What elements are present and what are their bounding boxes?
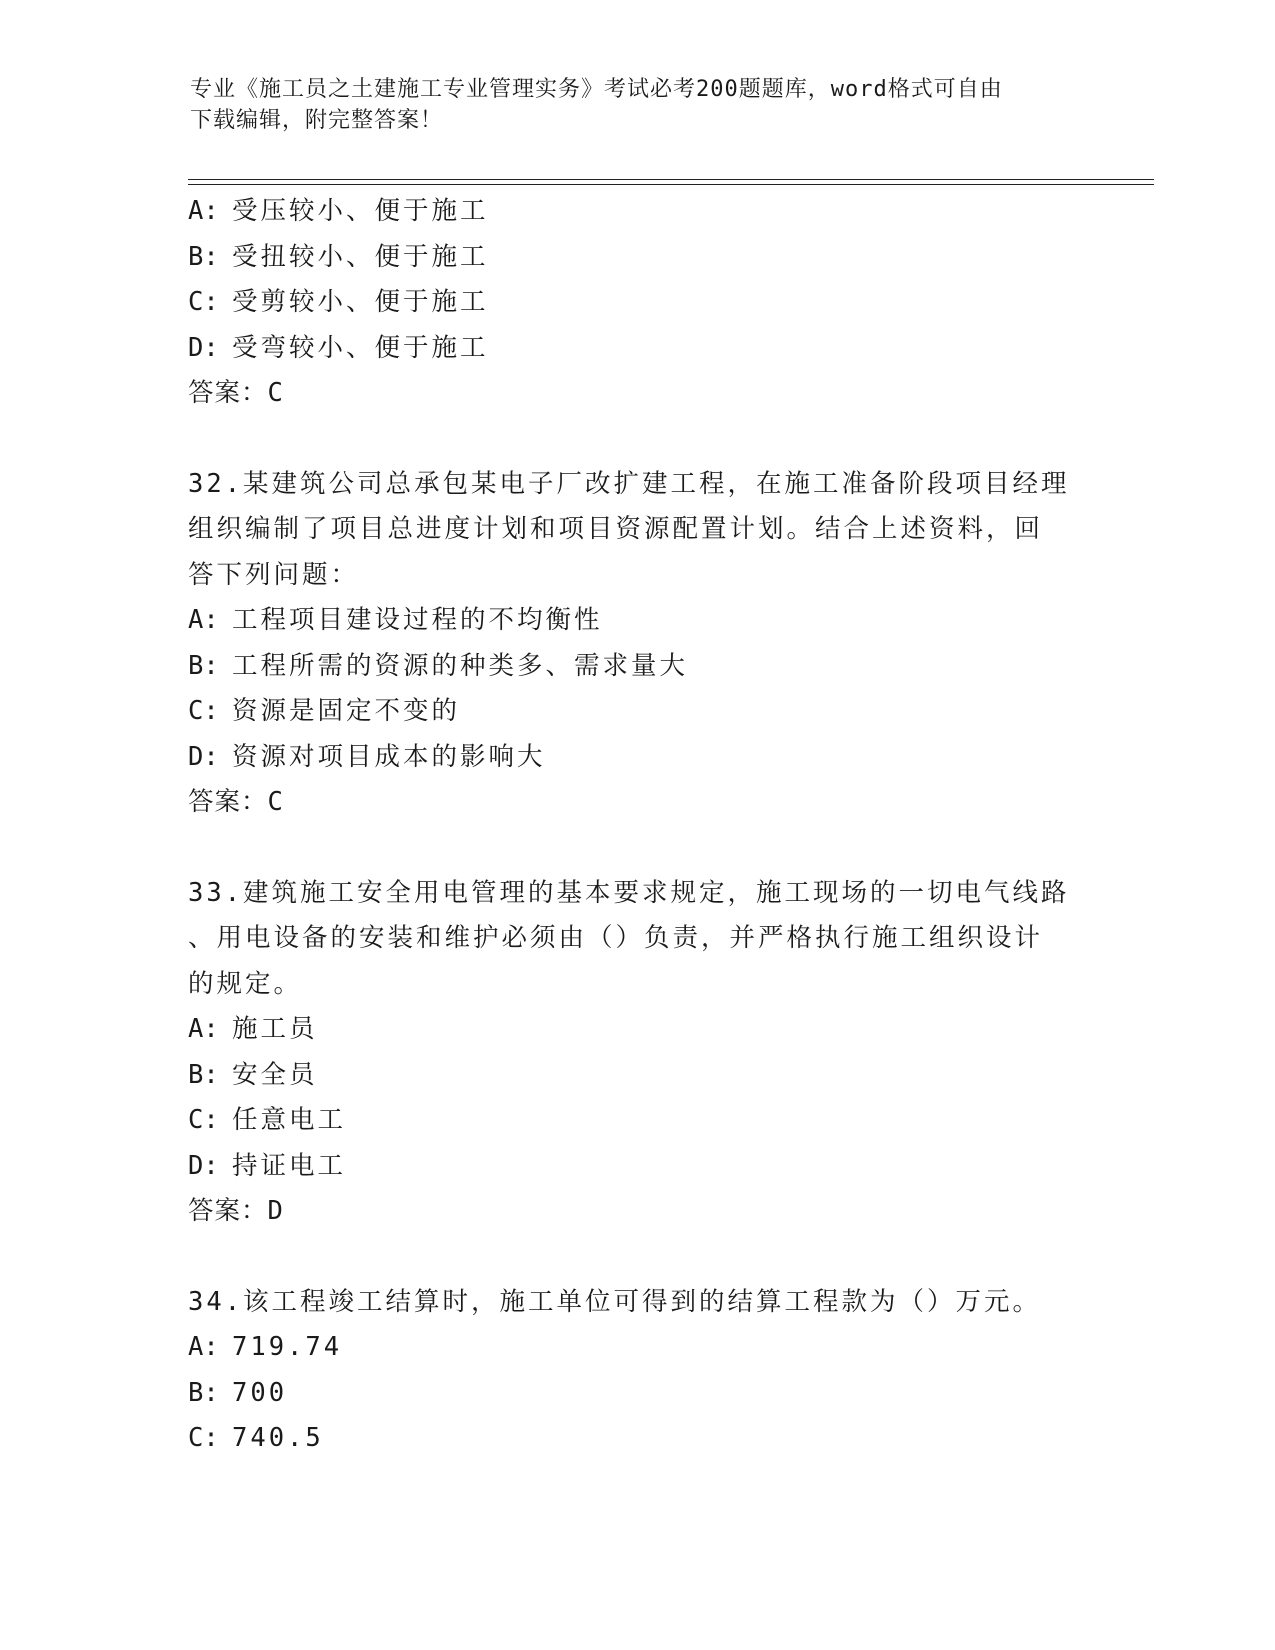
option-line [188,598,1088,644]
option-text: 持证电工 [232,1150,347,1181]
option-text: 740.5 [232,1423,324,1453]
answer-line: 答案：C [188,378,284,408]
answer-line: 答案：D [188,1196,284,1226]
spacer [188,1235,1088,1280]
question-stem: 32.某建筑公司总承包某电子厂改扩建工程，在施工准备阶段项目经理 [188,468,1070,499]
spacer [188,417,1088,462]
option-line [188,644,1088,690]
option-line [188,689,1088,735]
question-stem: 、用电设备的安装和维护必须由（）负责，并严格执行施工组织设计 [188,923,1044,953]
option-letter: A: [188,605,219,635]
option-letter: D: [188,741,219,772]
option-text: 700 [232,1377,288,1408]
header-divider [188,184,1154,185]
question-block [188,871,1088,1235]
option-text: 资源对项目成本的影响大 [232,741,546,772]
option-line [188,1416,1088,1462]
option-line [188,326,1088,372]
option-line [188,1144,1088,1190]
option-letter: B: [188,1059,219,1090]
question-block [188,462,1088,826]
option-line [188,280,1088,326]
question-stem: 33.建筑施工安全用电管理的基本要求规定，施工现场的一切电气线路 [188,877,1070,908]
question-block [188,1280,1088,1462]
option-letter: C: [188,696,219,726]
option-line [188,189,1088,235]
option-text: 安全员 [232,1059,318,1090]
header-line: 专业《施工员之土建施工专业管理实务》考试必考200题题库，word格式可自由 [190,77,1003,102]
question-stem: 组织编制了项目总进度计划和项目资源配置计划。结合上述资料，回 [188,514,1044,544]
option-letter: C: [188,1105,219,1135]
question-list [188,189,1088,1462]
document-header [190,74,1070,136]
spacer [188,826,1088,871]
option-line [188,1371,1088,1417]
option-text: 施工员 [232,1014,318,1044]
option-line [188,1053,1088,1099]
option-letter: B: [188,241,219,272]
option-letter: C: [188,287,219,317]
option-text: 工程项目建设过程的不均衡性 [232,605,603,635]
header-line: 下载编辑，附完整答案！ [190,108,444,133]
option-letter: C: [188,1423,219,1453]
option-letter: B: [188,650,219,681]
option-letter: A: [188,1332,219,1362]
question-stem: 34.该工程竣工结算时，施工单位可得到的结算工程款为（）万元。 [188,1286,1042,1317]
option-line [188,1098,1088,1144]
option-letter: A: [188,1014,219,1044]
option-text: 受扭较小、便于施工 [232,241,489,272]
option-line [188,1325,1088,1371]
option-letter: A: [188,196,219,226]
option-letter: B: [188,1377,219,1408]
option-text: 受弯较小、便于施工 [232,332,489,363]
question-stem: 的规定。 [188,968,303,999]
option-text: 受压较小、便于施工 [232,196,489,226]
question-block [188,189,1088,417]
option-text: 工程所需的资源的种类多、需求量大 [232,650,689,681]
option-letter: D: [188,1150,219,1181]
option-text: 受剪较小、便于施工 [232,287,489,317]
question-stem: 答下列问题： [188,559,360,590]
option-text: 资源是固定不变的 [232,696,461,726]
option-text: 任意电工 [232,1105,347,1135]
option-text: 719.74 [232,1332,343,1362]
option-line [188,235,1088,281]
option-line [188,735,1088,781]
option-line [188,1007,1088,1053]
header-divider [188,179,1154,180]
option-letter: D: [188,332,219,363]
answer-line: 答案：C [188,787,284,817]
